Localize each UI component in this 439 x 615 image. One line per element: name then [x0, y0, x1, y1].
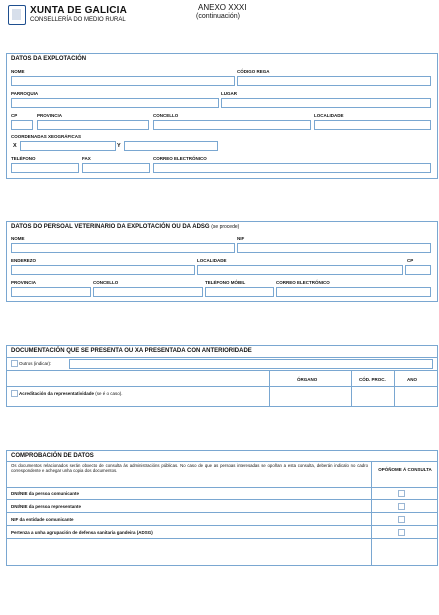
col-divider	[351, 370, 352, 406]
label-parroquia: PARROQUIA	[11, 91, 39, 96]
label-nome: NOME	[11, 236, 25, 241]
coord-y-field[interactable]	[124, 141, 218, 151]
localidade-field[interactable]	[314, 120, 431, 130]
vet-concello-field[interactable]	[93, 287, 203, 297]
section-title-text: DATOS DO PERSOAL VETERINARIO DA EXPLOTACIÓN OU DA ADSG	[11, 224, 210, 230]
divider	[7, 357, 437, 358]
divider	[7, 370, 437, 371]
vet-cp-field[interactable]	[405, 265, 431, 275]
oppose-header: OPÓÑOME Á CONSULTA	[378, 467, 432, 472]
outros-field[interactable]	[69, 359, 433, 369]
annex-continuation: (continuación)	[196, 13, 240, 20]
label-codigo-rega: CÓDIGO REGA	[237, 69, 270, 74]
divider	[7, 386, 437, 387]
col-divider	[394, 370, 395, 406]
divider	[7, 499, 437, 500]
section-comprobacion	[6, 450, 438, 566]
label-localidade: LOCALIDADE	[314, 113, 344, 118]
oppose-checkbox[interactable]	[398, 490, 405, 497]
row-label: Pertenza a unha agrupación de defensa sanitaria gandeira (ADSG)	[11, 530, 153, 535]
row-label: DNI/NIE da persoa comunicante	[11, 491, 80, 496]
label-telefono-movil: TELÉFONO MÓBIL	[205, 280, 246, 285]
row-label: DNI/NIE da persoa representante	[11, 504, 82, 509]
label-x: X	[13, 143, 17, 149]
annex-title: ANEXO XXXI	[198, 3, 247, 12]
label-cp: CP	[11, 113, 18, 118]
telefono-field[interactable]	[11, 163, 79, 173]
label-outros: Outros (indicar):	[19, 361, 52, 366]
divider	[7, 487, 437, 488]
comprobacion-intro: Os documentos relacionados serán obxecto de consulta ás administracións públicas. No caso de que as persoas interesadas se opoñan a esta consulta, deberán indicalo no cadro correspondente e achegar unha copia dos documentos.	[11, 463, 368, 474]
header-ano: ANO	[407, 377, 417, 382]
vet-correo-field[interactable]	[276, 287, 431, 297]
label-correo: CORREO ELECTRÓNICO	[153, 156, 207, 161]
label-y: Y	[117, 143, 121, 149]
label-fax: FAX	[82, 156, 91, 161]
label-concello: CONCELLO	[93, 280, 119, 285]
section-title	[11, 224, 239, 230]
brand-title: XUNTA DE GALICIA	[30, 5, 128, 16]
header-organo: ÓRGANO	[297, 377, 318, 382]
oppose-checkbox[interactable]	[398, 503, 405, 510]
provincia-field[interactable]	[37, 120, 149, 130]
vet-localidade-field[interactable]	[197, 265, 403, 275]
col-divider	[269, 370, 270, 406]
label-nome: NOME	[11, 69, 25, 74]
divider	[7, 538, 437, 539]
header-cod-proc: CÓD. PROC.	[359, 377, 386, 382]
parroquia-field[interactable]	[11, 98, 219, 108]
label-provincia: PROVINCIA	[37, 113, 63, 118]
label-coordenadas: COORDENADAS XEOGRÁFICAS	[11, 134, 82, 139]
label-nif: NIF	[237, 236, 245, 241]
section-veterinario	[6, 221, 438, 302]
department-name: CONSELLERÍA DO MEDIO RURAL	[30, 17, 126, 23]
vet-movil-field[interactable]	[205, 287, 274, 297]
divider	[7, 461, 437, 462]
col-divider	[371, 461, 372, 565]
codigo-rega-field[interactable]	[237, 76, 431, 86]
section-documentacion	[6, 345, 438, 407]
row-label: NIF da entidade comunicante	[11, 517, 74, 522]
fax-field[interactable]	[82, 163, 150, 173]
acreditacion-note: (se é o caso).	[95, 391, 123, 396]
oppose-checkbox[interactable]	[398, 529, 405, 536]
acreditacion-text: Acreditación da representatividade	[19, 391, 95, 396]
label-lugar: LUGAR	[221, 91, 237, 96]
vet-nome-field[interactable]	[11, 243, 235, 253]
nome-field[interactable]	[11, 76, 235, 86]
lugar-field[interactable]	[221, 98, 431, 108]
label-telefono: TELÉFONO	[11, 156, 36, 161]
label-cp: CP	[407, 258, 414, 263]
section-title-note: (se procede)	[211, 224, 240, 230]
vet-provincia-field[interactable]	[11, 287, 91, 297]
label-provincia: PROVINCIA	[11, 280, 37, 285]
divider	[7, 512, 437, 513]
xunta-logo	[8, 5, 26, 25]
label-localidade: LOCALIDADE	[197, 258, 227, 263]
label-concello: CONCELLO	[153, 113, 179, 118]
section-title: DOCUMENTACIÓN QUE SE PRESENTA OU XA PRESENTADA CON ANTERIORIDADE	[11, 348, 252, 354]
correo-field[interactable]	[153, 163, 431, 173]
acreditacion-label	[19, 391, 123, 396]
vet-enderezo-field[interactable]	[11, 265, 195, 275]
coord-x-field[interactable]	[20, 141, 116, 151]
label-enderezo: ENDEREZO	[11, 258, 37, 263]
section-explotacion	[6, 53, 438, 179]
section-title: DATOS DA EXPLOTACIÓN	[11, 56, 87, 62]
vet-nif-field[interactable]	[237, 243, 431, 253]
label-correo: CORREO ELECTRÓNICO	[276, 280, 330, 285]
outros-checkbox[interactable]	[11, 360, 18, 367]
concello-field[interactable]	[153, 120, 311, 130]
cp-field[interactable]	[11, 120, 33, 130]
acreditacion-checkbox[interactable]	[11, 390, 18, 397]
oppose-checkbox[interactable]	[398, 516, 405, 523]
divider	[7, 525, 437, 526]
section-title: COMPROBACIÓN DE DATOS	[11, 453, 94, 459]
